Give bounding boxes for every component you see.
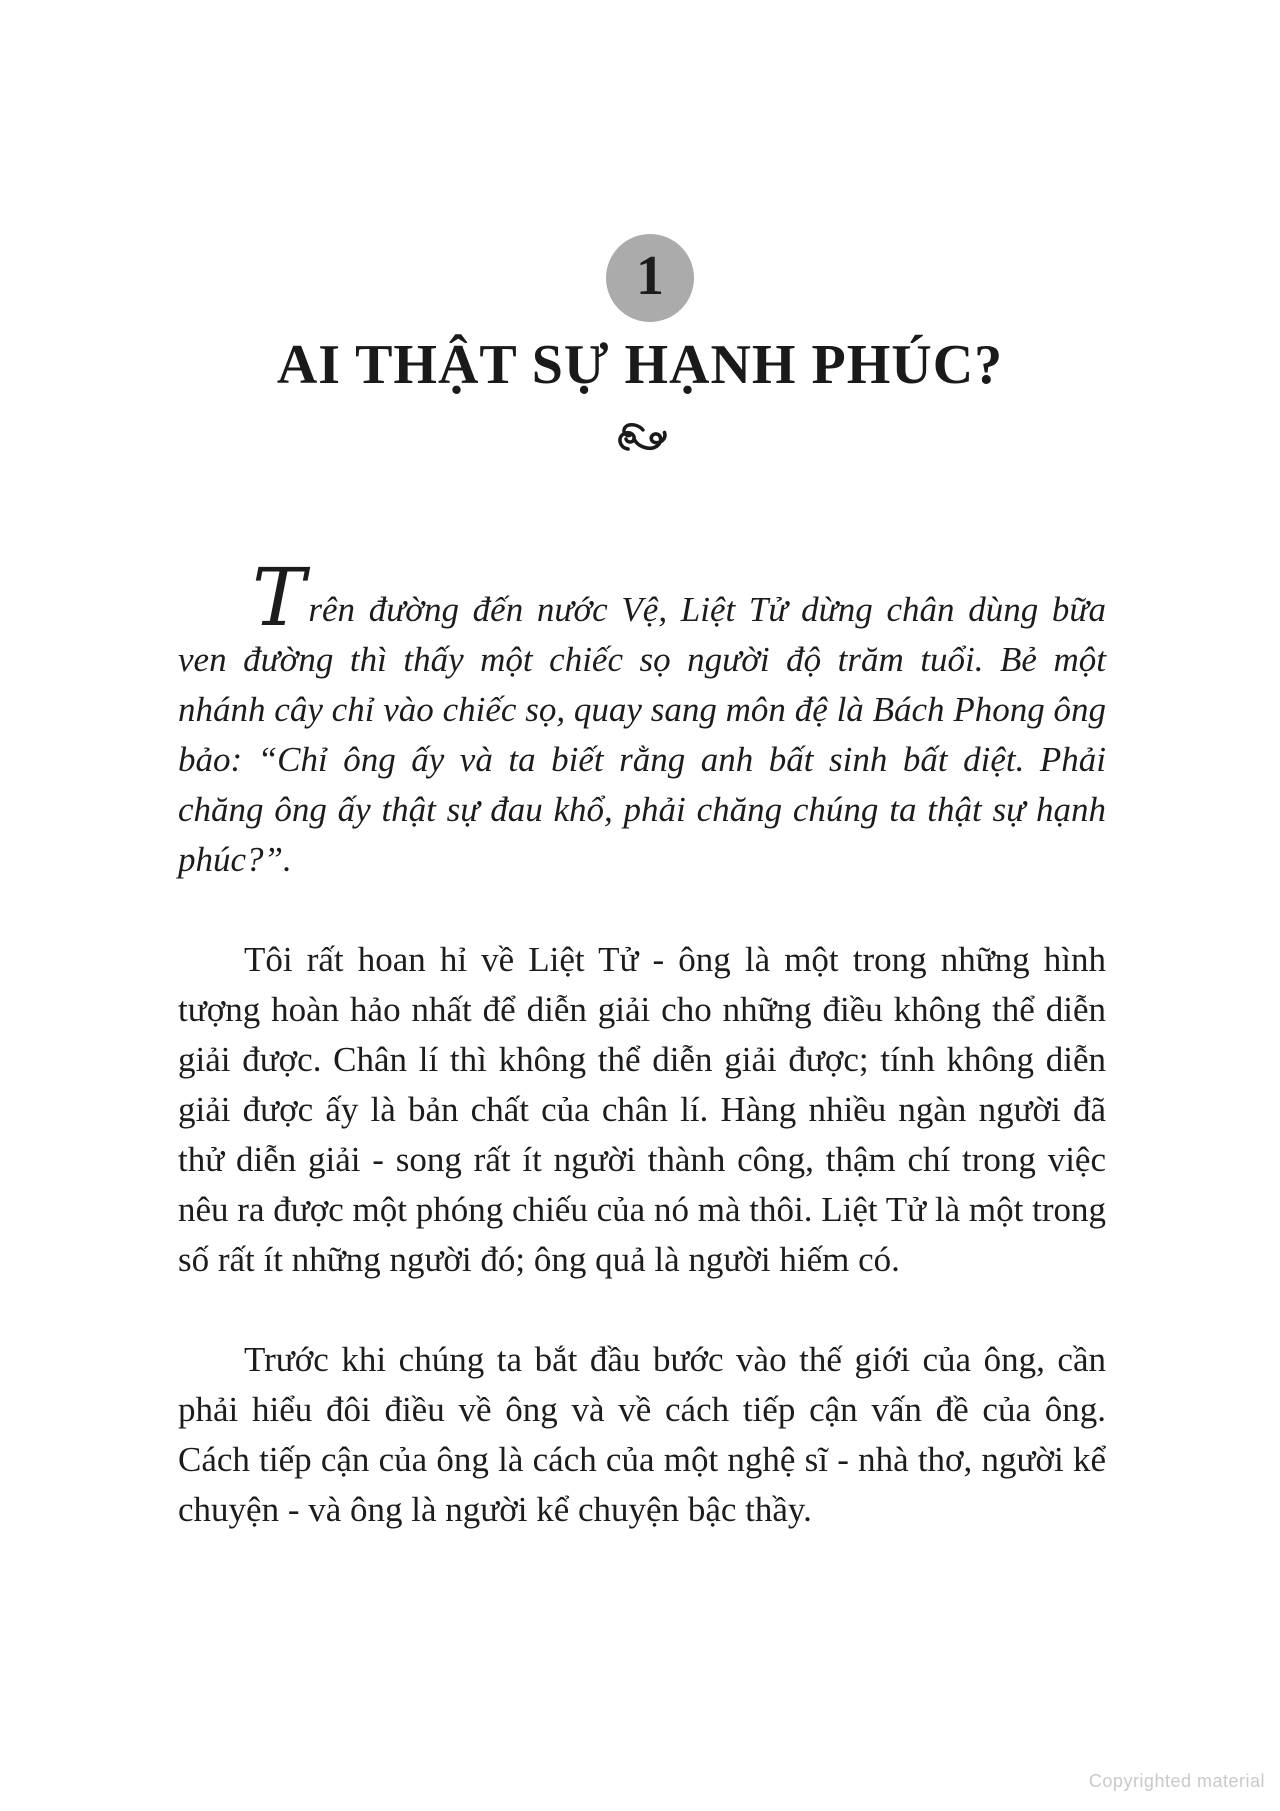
drop-cap-initial: T [252,551,306,644]
body-paragraph-2: Trước khi chúng ta bắt đầu bước vào thế giới của ông, cần phải hiểu đôi điều về ông và về cách tiếp cận vấn đề của ông. Cách tiếp cận của ông là cách của một nghệ sĩ - nhà thơ, người kể chuyện - và ông là người kể chuyện bậc thầy. [178,1340,1106,1529]
flourish-ornament-icon [614,422,670,456]
page-body [178,551,1106,1585]
copyright-watermark: Copyrighted material [1088,1771,1265,1791]
chapter-number: 1 [636,245,664,307]
body-paragraph-1: Tôi rất hoan hỉ về Liệt Tử - ông là một trong những hình tượng hoàn hảo nhất để diễn giải cho những điều không thể diễn giải được. Chân lí thì không thể diễn giải được; tính không diễn giải được ấy là bản chất của chân lí. Hàng nhiều ngàn người đã thử diễn giải - song rất ít người thành công, thậm chí trong việc nêu ra được một phóng chiếu của nó mà thôi. Liệt Tử là một trong số rất ít những người đó; ông quả là người hiếm có. [178,940,1106,1279]
opening-quote-text: rên đường đến nước Vệ, Liệt Tử dừng chân dùng bữa ven đường thì thấy một chiếc sọ người độ trăm tuổi. Bẻ một nhánh cây chỉ vào chiếc sọ, quay sang môn đệ là Bách Phong ông bảo: “Chỉ ông ấy và ta biết rằng anh bất sinh bất diệt. Phải chăng ông ấy thật sự đau khổ, phải chăng chúng ta thật sự hạnh phúc?”. [178,590,1106,879]
chapter-number-badge [606,234,694,322]
opening-quote-paragraph [178,551,1106,885]
chapter-title: AI THẬT SỰ HẠNH PHÚC? [276,334,1004,396]
